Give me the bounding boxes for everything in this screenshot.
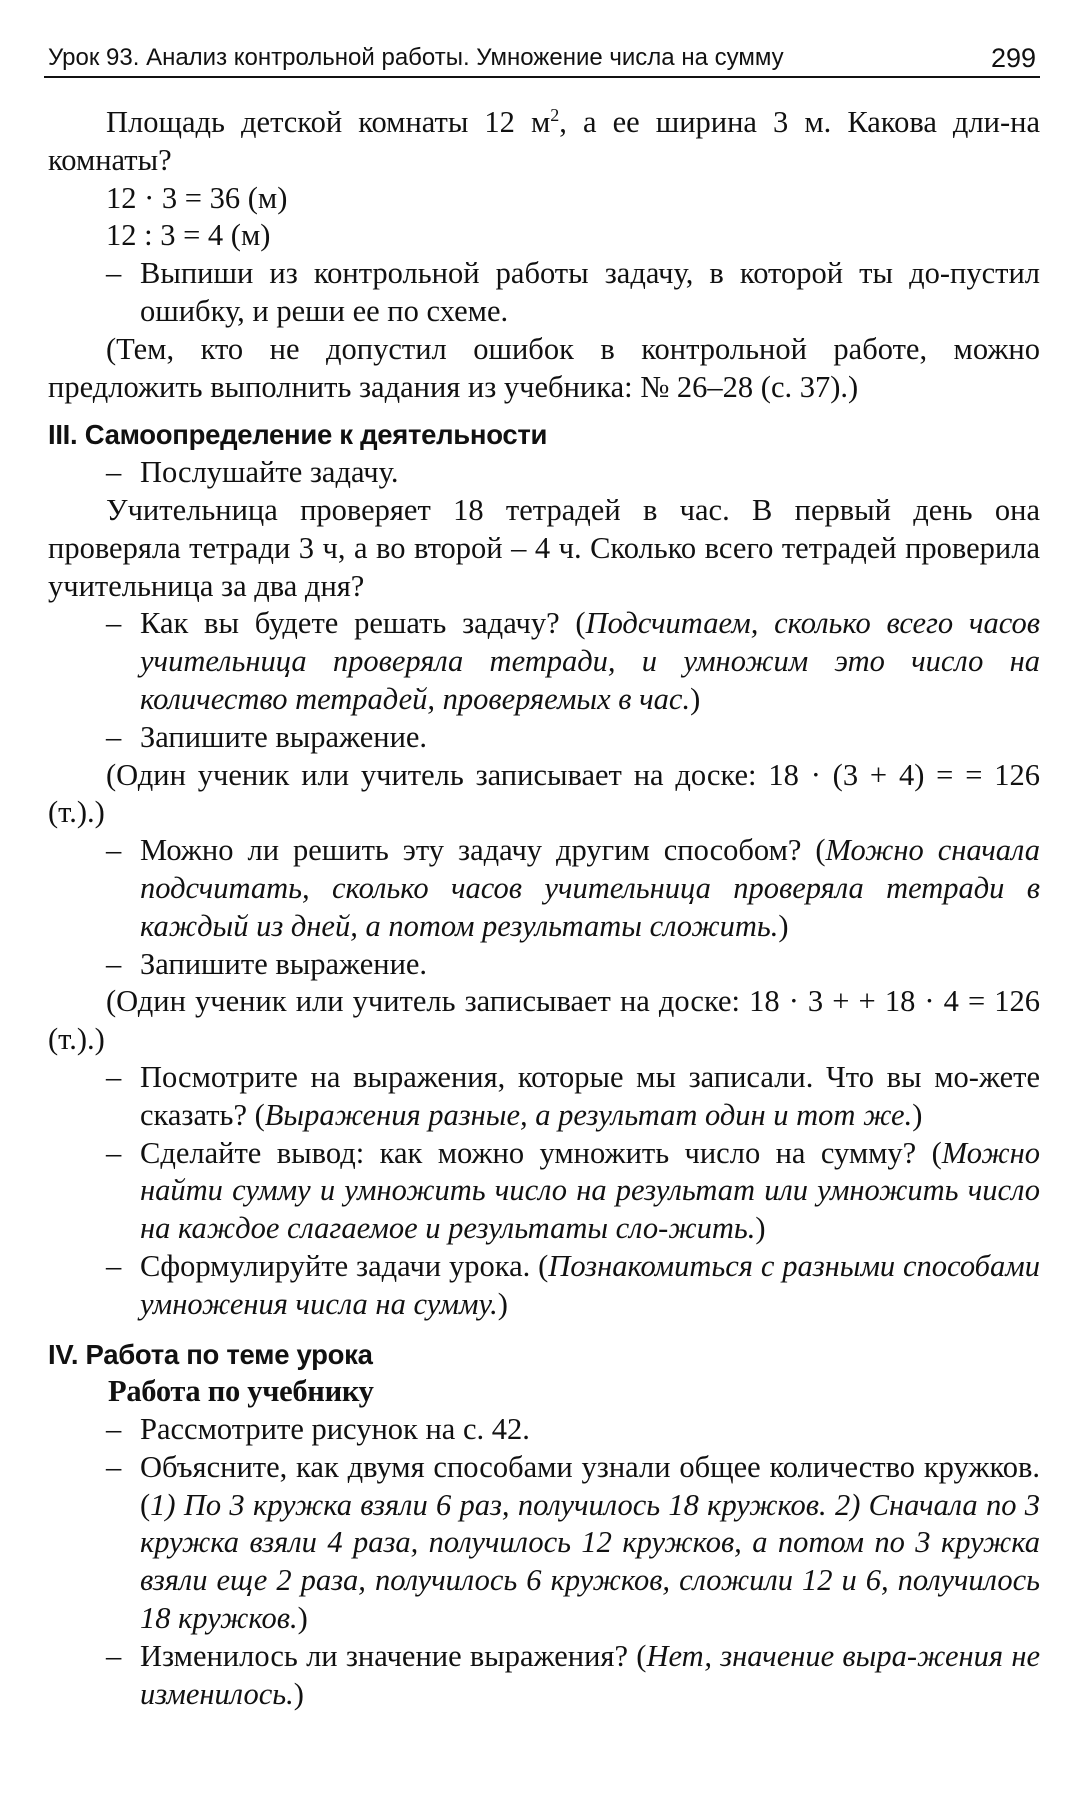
section-heading-3: III. Самоопределение к деятельности — [48, 419, 548, 451]
page-body — [48, 104, 1040, 1713]
running-title: Урок 93. Анализ контрольной работы. Умножение числа на сумму — [48, 44, 784, 71]
dash-item-value-changed: – Изменилось ли значение выражения? (Нет, значение выра-жения не изменилось.) — [48, 1638, 1040, 1714]
dash-item-listen: – Послушайте задачу. — [48, 454, 1040, 492]
dash-item-write-expression-2: – Запишите выражение. — [48, 946, 1040, 984]
problem-room-area: Площадь детской комнаты 12 $м^2$, а ее ширина 3 м. Какова дли-на комнаты? — [48, 104, 1041, 177]
dash-item-write-expression-1: – Запишите выражение. — [48, 719, 1040, 757]
dash-item-write-out-task: – Выпиши из контрольной работы задачу, в которой ты до-пустил ошибку, и реши ее по схеме. — [48, 255, 1040, 331]
page-number: 299 — [990, 43, 1036, 73]
dash-item-explain-circles: – Объясните, как двумя способами узнали общее количество кружков. (1) По 3 кружка взяли 6 раз, получилось 18 кружков. 2) Сначала по 3 кружка взяли 4 раза, получилось 12 кружков, а потом по 3 кружка взяли еще 2 раза, получилось 6 кружков, сложили 12 и 6, получилось 18 кружков.) — [48, 1449, 1040, 1638]
dash-item-how-solve: – Как вы будете решать задачу? (Подсчитаем, сколько всего часов учительница проверяла тетради, и умножим это число на количество тетрадей, проверяемых в час.) — [48, 605, 1040, 718]
board-note-2: (Один ученик или учитель записывает на доске: 18 · 3 + + 18 · 4 = 126 (т.).) — [48, 984, 1040, 1057]
equation-2: 12 : 3 = 4 (м) — [106, 218, 271, 253]
subheading-textbook-work: Работа по учебнику — [108, 1374, 374, 1409]
section-heading-4: IV. Работа по теме урока — [48, 1338, 373, 1370]
note-no-mistakes: (Тем, кто не допустил ошибок в контрольной работе, можно предложить выполнить задания из учебника: № 26–28 (с. 37).) — [48, 331, 1040, 404]
dash-item-conclusion: – Сделайте вывод: как можно умножить число на сумму? (Можно найти сумму и умножить число на результат или умножить число на каждое слагаемое и результаты сло-жить.) — [48, 1135, 1040, 1248]
dash-item-other-way: – Можно ли решить эту задачу другим способом? (Можно сначала подсчитать, сколько часов учительница проверяла тетради в каждый из дней, а потом результаты сложить.) — [48, 832, 1040, 945]
dash-item-look-expressions: – Посмотрите на выражения, которые мы записали. Что вы мо-жете сказать? (Выражения разные, а результат один и тот же.) — [48, 1059, 1040, 1135]
problem-teacher-notebooks: Учительница проверяет 18 тетрадей в час. В первый день она проверяла тетради 3 ч, а во второй – 4 ч. Сколько всего тетрадей проверила учительница за два дня? — [48, 492, 1040, 603]
equation-1: 12 · 3 = 36 (м) — [106, 180, 288, 215]
page-header — [44, 40, 1040, 78]
dash-item-lesson-goals: – Сформулируйте задачи урока. (Познакомиться с разными способами умножения числа на сумму.) — [48, 1248, 1040, 1324]
dash-item-look-picture: – Рассмотрите рисунок на с. 42. — [48, 1411, 1040, 1449]
board-note-1: (Один ученик или учитель записывает на доске: 18 · (3 + 4) = = 126 (т.).) — [48, 757, 1040, 830]
